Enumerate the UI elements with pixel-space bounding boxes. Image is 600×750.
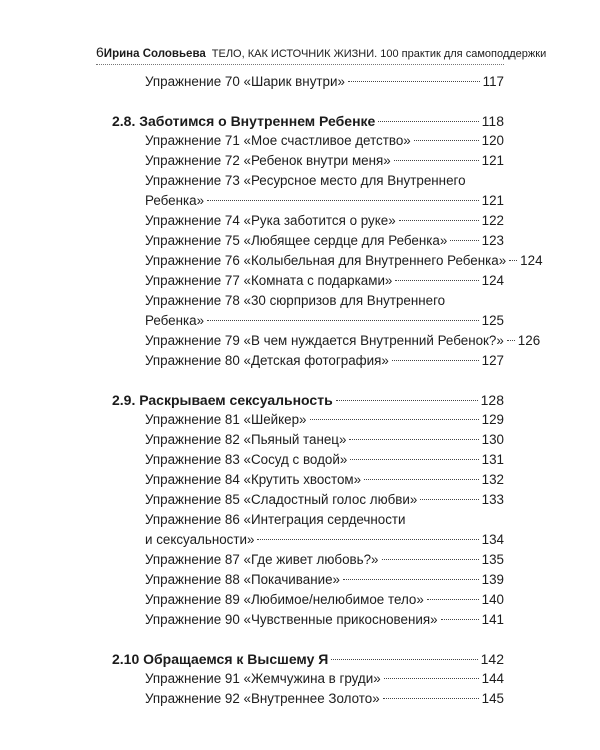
dot-leader (343, 579, 479, 580)
dot-leader (384, 678, 479, 679)
toc-entry-page: 129 (481, 412, 504, 427)
toc-entry-label: Упражнение 88 «Покачивание» (145, 572, 340, 587)
toc-entry (112, 410, 504, 430)
toc-entry-label: Упражнение 82 «Пьяный танец» (145, 432, 347, 447)
header-divider (96, 64, 504, 65)
toc-entry-label: Упражнение 79 «В чем нуждается Внутренний Ребенок?» (145, 333, 504, 348)
toc-section-heading (112, 649, 504, 669)
toc-entry-page: 121 (481, 153, 504, 168)
toc-entry-label: Упражнение 77 «Комната с подарками» (145, 273, 393, 288)
toc-entry-page: 125 (481, 313, 504, 328)
toc-entry (112, 351, 504, 371)
dot-leader (383, 698, 479, 699)
toc-entry-page: 121 (481, 193, 504, 208)
toc-entry-label: Упражнение 74 «Рука заботится о руке» (145, 213, 396, 228)
toc-entry (112, 72, 504, 92)
dot-leader (414, 140, 479, 141)
toc-entry-page: 122 (481, 213, 504, 228)
toc-entry (112, 291, 504, 311)
section-page: 142 (480, 651, 504, 667)
section-page: 118 (481, 113, 504, 129)
toc-entry-label: Упражнение 90 «Чувственные прикосновения» (145, 612, 438, 627)
toc-entry (112, 669, 504, 689)
toc-entry-page: 120 (481, 133, 504, 148)
toc-entry (112, 251, 543, 271)
toc-entry-label: Упражнение 78 «30 сюрпризов для Внутреннего (145, 293, 446, 308)
toc-entry (112, 331, 541, 351)
dot-leader (420, 499, 478, 500)
toc-entry-label: Упражнение 71 «Мое счастливое детство» (145, 133, 411, 148)
section-title: 2.10 Обращаемся к Высшему Я (112, 651, 329, 667)
toc-entry-label: Упражнение 84 «Крутить хвостом» (145, 472, 362, 487)
dot-leader (394, 160, 479, 161)
toc-entry (112, 470, 504, 490)
dot-leader (395, 280, 478, 281)
dot-leader (441, 619, 479, 620)
toc-entry (112, 610, 504, 630)
dot-leader (257, 539, 478, 540)
toc-entry (112, 271, 504, 291)
toc-entry (112, 689, 504, 709)
dot-leader (336, 400, 478, 401)
toc-entry (112, 211, 504, 231)
section-title: 2.9. Раскрываем сексуальность (112, 392, 333, 408)
toc-entry-label: Упражнение 87 «Где живет любовь?» (145, 552, 379, 567)
toc-entry-continuation (112, 530, 504, 550)
toc-section-heading (112, 390, 504, 410)
toc-entry-label: Упражнение 91 «Жемчужина в груди» (145, 671, 381, 686)
dot-leader (350, 459, 478, 460)
toc-entry-label: Упражнение 70 «Шарик внутри» (145, 74, 345, 89)
toc-entry-label: Упражнение 81 «Шейкер» (145, 412, 307, 427)
dot-leader (331, 659, 477, 660)
toc-entry-page: 135 (481, 552, 504, 567)
toc-entry (112, 151, 504, 171)
toc-entry-page: 132 (481, 472, 504, 487)
toc-entry-page: 140 (481, 592, 504, 607)
toc-entry-page: 144 (481, 671, 504, 686)
toc-entry (112, 550, 504, 570)
dot-leader (349, 439, 478, 440)
toc-section-heading (112, 111, 504, 131)
toc-entry-page: 141 (481, 612, 504, 627)
toc-entry (112, 490, 504, 510)
toc-entry-page: 124 (481, 273, 504, 288)
toc-entry-page: 145 (481, 691, 504, 706)
dot-leader (507, 340, 515, 341)
toc-entry (112, 131, 504, 151)
toc-entry-page: 117 (482, 74, 504, 89)
toc-entry-label: Упражнение 86 «Интеграция сердечности (145, 512, 406, 527)
toc-entry-label: Ребенка» (145, 313, 205, 328)
dot-leader (207, 320, 479, 321)
toc-entry-label: Ребенка» (145, 193, 205, 208)
toc-entry-label: Упражнение 73 «Ресурсное место для Внутреннего (145, 173, 466, 188)
dot-leader (509, 260, 517, 261)
toc-entry-page: 123 (481, 233, 504, 248)
toc-entry-page: 131 (481, 452, 504, 467)
toc-entry-label: Упражнение 72 «Ребенок внутри меня» (145, 153, 391, 168)
dot-leader (207, 200, 479, 201)
toc-entry-page: 134 (481, 532, 504, 547)
section-page: 128 (480, 392, 504, 408)
toc-entry-page: 124 (520, 253, 543, 268)
toc-entry (112, 171, 504, 191)
toc-entry-label: Упражнение 80 «Детская фотография» (145, 353, 389, 368)
toc-entry-page: 127 (481, 353, 504, 368)
toc-entry-page: 133 (481, 492, 504, 507)
toc-entry-label: Упражнение 75 «Любящее сердце для Ребенка» (145, 233, 448, 248)
toc-entry-page: 139 (481, 572, 504, 587)
dot-leader (348, 81, 480, 82)
section-title: 2.8. Заботимся о Внутреннем Ребенке (112, 113, 376, 129)
toc-entry (112, 570, 504, 590)
dot-leader (364, 479, 479, 480)
toc-entry-label: и сексуальности» (145, 532, 255, 547)
toc-entry-page: 130 (481, 432, 504, 447)
table-of-contents (112, 72, 543, 709)
toc-entry-label: Упражнение 92 «Внутреннее Золото» (145, 691, 380, 706)
dot-leader (382, 559, 479, 560)
toc-entry-continuation (112, 191, 504, 211)
toc-entry-page: 126 (517, 333, 541, 348)
dot-leader (392, 360, 479, 361)
toc-entry-label: Упражнение 89 «Любимое/нелюбимое тело» (145, 592, 424, 607)
running-header (96, 44, 547, 62)
dot-leader (427, 599, 479, 600)
toc-entry-label: Упражнение 83 «Сосуд с водой» (145, 452, 348, 467)
toc-entry (112, 430, 504, 450)
toc-entry (112, 590, 504, 610)
toc-entry (112, 510, 504, 530)
dot-leader (310, 419, 479, 420)
page-number: 6 (96, 44, 104, 60)
book-title: ТЕЛО, КАК ИСТОЧНИК ЖИЗНИ. 100 практик для самоподдержки (211, 48, 547, 60)
author-name: Ирина Соловьева (103, 48, 206, 60)
dot-leader (399, 220, 479, 221)
toc-entry-label: Упражнение 76 «Колыбельная для Внутреннего Ребенка» (145, 253, 507, 268)
dot-leader (378, 121, 478, 122)
toc-entry-continuation (112, 311, 504, 331)
toc-entry (112, 450, 504, 470)
toc-entry-label: Упражнение 85 «Сладостный голос любви» (145, 492, 418, 507)
toc-entry (112, 231, 504, 251)
dot-leader (450, 240, 478, 241)
